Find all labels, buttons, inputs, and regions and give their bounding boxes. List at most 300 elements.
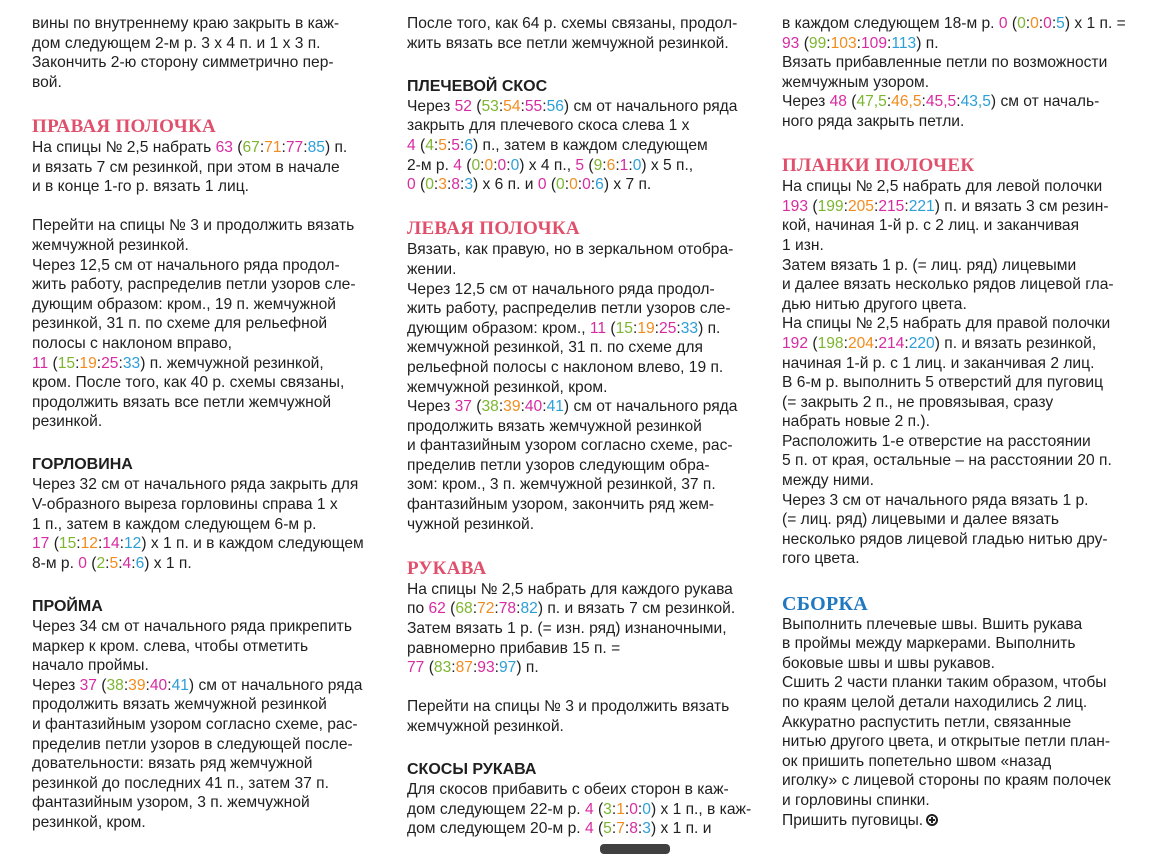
size-value: 77	[285, 138, 304, 156]
text-line	[407, 515, 769, 535]
text-line	[407, 175, 769, 195]
size-value: 83	[433, 659, 452, 677]
text-run: резинкой, 31 п. по схеме для рельефной	[32, 315, 328, 333]
size-value: 55	[524, 97, 543, 115]
text-run: ) см от начального ряда	[188, 676, 363, 694]
text-run: чужной резинкой.	[407, 515, 535, 533]
text-run: ) п. и вязать резинкой,	[934, 334, 1097, 352]
text-run: :	[131, 554, 136, 572]
text-run: продолжить вязать жемчужной резинкой	[32, 696, 327, 714]
size-value: 0	[569, 176, 578, 194]
text-run: и вязать 7 см резинкой, при этом в начале	[32, 158, 340, 176]
text-run: (= лиц. ряд) лицевыми и далее вязать	[782, 511, 1059, 529]
text-run: (	[546, 176, 557, 194]
text-run: зом: кром., 3 п. жемчужной резинкой, 37 п.	[407, 476, 716, 494]
text-run: Вязать прибавленные петли по возможности	[782, 54, 1108, 72]
size-value: 78	[498, 600, 517, 618]
text-line	[407, 358, 769, 378]
text-run: На спицы № 2,5 набрать для левой полочки	[782, 178, 1103, 196]
text-run: Через 12,5 см от начального ряда продол-	[407, 280, 715, 298]
text-run: (	[808, 334, 818, 352]
text-run: :	[611, 820, 617, 838]
size-value: 5	[603, 820, 612, 838]
text-run: жемчужной резинкой, кром.	[407, 378, 608, 396]
size-value: 9	[593, 156, 603, 174]
text-line	[407, 34, 769, 54]
text-line	[407, 717, 769, 737]
text-run: :	[167, 676, 172, 694]
text-run: (	[808, 197, 818, 215]
text-run: ) п.	[516, 659, 539, 677]
text-run: :	[118, 554, 123, 572]
text-run: ок пришить попетельно швом «назад	[782, 752, 1052, 770]
text-run: Перейти на спицы № 3 и продолжить вязать	[407, 698, 730, 716]
size-value: 0	[471, 156, 481, 174]
size-value: 214	[878, 334, 905, 352]
text-run: Затем вязать 1 р. (= лиц. ряд) лицевыми	[782, 256, 1077, 274]
size-value: 5	[451, 136, 460, 154]
size-value: 0	[78, 554, 87, 572]
text-run: (	[232, 138, 243, 156]
size-value: 11	[32, 354, 49, 372]
text-line	[32, 138, 394, 158]
text-run: по краям целой детали находились 2 лиц.	[782, 694, 1088, 711]
text-line	[782, 451, 1150, 471]
size-value: 37	[79, 676, 97, 694]
text-run: маркер к кром. слева, чтобы отметить	[32, 637, 309, 655]
size-value: 4	[584, 800, 594, 818]
text-run: жить работу, распределив петли узоров сле-	[407, 300, 731, 318]
text-run: ) х 1 п. и в каждом следующем	[141, 535, 364, 553]
text-line	[32, 475, 394, 495]
text-line	[407, 417, 769, 437]
text-run: в проймы между маркерами. Выполнить	[782, 635, 1076, 653]
text-line	[782, 811, 1150, 831]
text-line	[782, 314, 1150, 334]
text-run: довательности: вязать ряд жемчужной	[32, 755, 313, 773]
size-value: 25	[659, 319, 677, 337]
text-run: (	[445, 600, 456, 618]
size-value: 0	[510, 156, 520, 174]
text-run: :	[472, 600, 478, 618]
text-run: ) п.	[324, 138, 348, 156]
text-line	[32, 177, 394, 197]
text-line	[32, 393, 394, 413]
text-run: жемчужным узором.	[782, 73, 930, 91]
text-line	[782, 549, 1150, 569]
text-line	[32, 515, 394, 535]
text-run: дью нитью другого цвета.	[782, 295, 967, 313]
section-heading: ПЛЕЧЕВОЙ СКОС	[407, 77, 548, 95]
text-line	[32, 774, 394, 794]
text-run: ) п. жемчужной резинкой,	[140, 354, 324, 372]
text-line	[407, 697, 769, 717]
text-line	[32, 813, 394, 833]
text-run: :	[459, 176, 465, 194]
text-line	[782, 713, 1150, 733]
text-line	[32, 53, 394, 73]
text-run: :	[520, 398, 525, 416]
text-run: между ними.	[782, 472, 874, 490]
text-line	[782, 732, 1150, 752]
text-run: закрыть для плечевого скоса слева 1 х	[407, 117, 690, 135]
size-value: 12	[80, 535, 98, 553]
text-run: ) п. и вязать 3 см резин-	[934, 197, 1109, 215]
text-run: :	[259, 138, 265, 156]
text-run: (	[48, 354, 58, 372]
text-run: :	[843, 197, 848, 215]
size-value: 6	[606, 156, 616, 174]
section-heading: ПРАВАЯ ПОЛОЧКА	[32, 115, 217, 137]
section-heading: СБОРКА	[782, 592, 869, 615]
text-run: :	[921, 93, 926, 111]
text-run: ) х 1 п., в каж-	[650, 800, 752, 818]
text-run: Закончить 2-ю сторону симметрично пер-	[32, 54, 334, 72]
text-run: :	[542, 398, 547, 416]
text-run: :	[590, 176, 596, 194]
size-value: 7	[616, 820, 625, 838]
text-run: Вязать, как правую, но в зеркальном отобра-	[407, 241, 734, 259]
size-value: 5	[109, 554, 119, 572]
size-value: 0	[484, 156, 494, 174]
text-line	[32, 334, 394, 354]
text-run: по	[407, 600, 429, 618]
text-run: :	[433, 136, 439, 154]
text-run: :	[494, 659, 499, 677]
text-run: :	[637, 800, 643, 818]
size-value: 45,5	[925, 93, 957, 111]
text-run: :	[472, 659, 478, 677]
text-run: :	[494, 600, 499, 618]
text-line	[32, 656, 394, 676]
text-run: продолжить вязать жемчужной резинкой	[407, 417, 702, 435]
size-value: 6	[135, 554, 145, 572]
text-run: иголку» с лицевой стороны по краям полочек	[782, 772, 1111, 790]
size-value: 41	[546, 398, 564, 416]
size-value: 113	[891, 34, 917, 52]
size-value: 193	[782, 197, 809, 215]
text-run: :	[886, 93, 892, 111]
text-run: :	[493, 156, 498, 174]
size-value: 15	[57, 354, 76, 372]
text-run: (	[593, 820, 604, 838]
text-line	[32, 534, 394, 554]
text-run: несколько рядов лицевой гладью нитью дру-	[782, 530, 1108, 548]
text-run: :	[303, 138, 308, 156]
text-run: фантазийным узором, закончить ряд жем-	[407, 496, 715, 514]
text-line	[782, 236, 1150, 256]
text-run: ) х 6 п. и	[473, 176, 538, 194]
text-run: 8-м р.	[32, 554, 79, 572]
text-run: :	[105, 554, 110, 572]
text-run: :	[615, 156, 620, 174]
paragraph-gap	[407, 737, 769, 757]
text-run: и фантазийным узором согласно схеме, рас-	[32, 716, 358, 733]
text-run: ) х 1 п. =	[1064, 15, 1126, 32]
text-run: дом следующем 2-м р. 3 х 4 п. и 1 х 3 п.	[32, 34, 321, 52]
text-run: (= закрыть 2 п., не провязывая, сразу	[782, 393, 1054, 411]
text-line	[32, 295, 394, 315]
text-line	[32, 554, 394, 574]
text-run: гого цвета.	[782, 550, 860, 568]
section-heading: ГОРЛОВИНА	[32, 456, 133, 474]
text-run: резинкой до последних 41 п., затем 37 п.	[32, 774, 329, 792]
text-run: дом следующем 20-м р.	[407, 820, 585, 838]
text-line	[782, 334, 1150, 354]
size-value: 25	[101, 354, 119, 372]
text-line	[782, 197, 1150, 217]
text-line	[32, 617, 394, 637]
text-line	[407, 456, 769, 476]
text-line	[782, 654, 1150, 674]
size-value: 0	[998, 15, 1008, 32]
paragraph-gap	[782, 132, 1150, 152]
paragraph-gap	[32, 573, 394, 593]
size-value: 87	[455, 659, 473, 677]
text-run: (	[415, 136, 426, 154]
text-line	[782, 216, 1150, 236]
text-run: (	[461, 156, 472, 174]
text-run: :	[843, 334, 848, 352]
text-run: (	[49, 535, 59, 553]
text-run: ) п. и вязать 7 см резинкой.	[537, 600, 736, 618]
size-value: 4	[453, 156, 462, 174]
size-value: 6	[464, 136, 473, 154]
size-value: 47,5	[856, 93, 887, 111]
text-line	[407, 397, 769, 417]
text-run: равномерно прибавив 15 п. =	[407, 639, 621, 657]
text-run: вой.	[32, 73, 62, 91]
text-run: :	[654, 319, 660, 337]
size-value: 0	[632, 156, 642, 174]
text-line	[32, 637, 394, 657]
text-run: 5 п. от края, остальные – на расстоянии 20 п.	[782, 452, 1112, 470]
text-run: ) п.	[698, 319, 721, 337]
text-run: (	[606, 319, 616, 337]
size-value: 33	[680, 319, 699, 337]
text-run: боковые швы и швы рукавов.	[782, 654, 996, 672]
text-line	[407, 319, 769, 339]
text-run: :	[498, 97, 504, 115]
text-run: (	[86, 554, 97, 572]
text-run: ) х 1 п. и	[650, 820, 712, 838]
text-run: продолжить вязать все петли жемчужной	[32, 393, 332, 411]
size-value: 37	[454, 398, 472, 416]
text-run: В 6-м р. выполнить 5 отверстий для пуговиц	[782, 374, 1104, 392]
text-line	[782, 373, 1150, 393]
text-line	[32, 373, 394, 393]
text-line	[782, 791, 1150, 811]
text-line	[782, 256, 1150, 276]
text-run: Через	[32, 676, 80, 694]
size-value: 82	[520, 600, 538, 618]
text-run: 2-м р.	[407, 156, 454, 174]
text-line	[32, 695, 394, 715]
size-value: 0	[642, 800, 651, 818]
text-line	[32, 495, 394, 515]
size-value: 8	[451, 176, 460, 194]
size-value: 15	[615, 319, 633, 337]
size-value: 38	[481, 398, 499, 416]
text-run: :	[76, 535, 81, 553]
size-value: 0	[582, 176, 591, 194]
text-line	[407, 619, 769, 639]
size-value: 192	[782, 334, 809, 352]
text-line	[782, 673, 1150, 693]
size-value: 68	[455, 600, 473, 618]
text-line	[782, 14, 1150, 34]
text-run: кром. После того, как 40 р. схемы связаны,	[32, 374, 345, 392]
size-value: 1	[619, 156, 629, 174]
text-line	[782, 471, 1150, 491]
size-value: 77	[407, 659, 425, 677]
size-value: 43,5	[960, 93, 991, 111]
text-run: :	[577, 176, 583, 194]
text-line	[32, 735, 394, 755]
text-run: После того, как 64 р. схемы связаны, продол-	[407, 15, 738, 32]
text-run: жить работу, распределив петли узоров сле-	[32, 276, 356, 294]
text-line	[407, 378, 769, 398]
text-run: :	[506, 156, 511, 174]
size-value: 71	[264, 138, 282, 156]
text-line	[782, 634, 1150, 654]
text-line	[407, 780, 769, 800]
size-value: 72	[477, 600, 495, 618]
size-value: 19	[79, 354, 97, 372]
column-left	[32, 14, 394, 833]
text-line	[32, 14, 394, 34]
size-value: 39	[503, 398, 521, 416]
paragraph-gap	[407, 534, 769, 554]
text-run: жемчужной резинкой.	[407, 718, 564, 735]
size-value: 56	[546, 97, 564, 115]
text-line	[32, 236, 394, 256]
text-run: (	[471, 97, 482, 115]
size-value: 40	[524, 398, 543, 416]
text-run: :	[520, 97, 525, 115]
section-heading: ЛЕВАЯ ПОЛОЧКА	[407, 218, 580, 240]
size-value: 93	[782, 34, 800, 52]
size-value: 85	[307, 138, 325, 156]
size-value: 0	[425, 176, 434, 194]
text-run: :	[119, 535, 124, 553]
text-line	[407, 580, 769, 600]
text-run: 1 п., затем в каждом следующем 6-м р.	[32, 515, 317, 533]
text-line	[32, 354, 394, 374]
size-value: 4	[584, 820, 594, 838]
text-line	[407, 338, 769, 358]
text-run: (	[593, 800, 604, 818]
text-line	[32, 793, 394, 813]
text-run: жить вязать все петли жемчужной резинкой.	[407, 34, 729, 52]
text-line	[407, 800, 769, 820]
text-run: жемчужной резинкой, 31 п. по схеме для	[407, 339, 703, 357]
size-value: 14	[102, 535, 120, 553]
text-run: :	[433, 176, 439, 194]
text-run: (	[584, 156, 594, 174]
size-value: 5	[1056, 15, 1065, 32]
size-value: 198	[817, 334, 844, 352]
text-line	[782, 92, 1150, 112]
end-of-pattern-icon	[926, 814, 938, 826]
size-value: 0	[1017, 15, 1026, 32]
text-run: пределив петли узоров следующим обра-	[407, 456, 710, 474]
text-run: ) см от начального ряда	[563, 97, 738, 115]
size-value: 3	[464, 176, 473, 194]
size-value: 3	[603, 800, 612, 818]
text-run: (	[846, 93, 857, 111]
size-value: 0	[1043, 15, 1052, 32]
text-run: Перейти на спицы № 3 и продолжить вязать	[32, 217, 355, 235]
size-value: 38	[106, 676, 124, 694]
section-heading: РУКАВА	[407, 557, 487, 579]
text-run: Через	[407, 97, 455, 115]
size-value: 99	[808, 34, 827, 52]
text-line	[407, 658, 769, 678]
text-run: резинкой, кром.	[32, 813, 146, 831]
text-run: ) см от началь-	[990, 93, 1100, 111]
text-line	[32, 275, 394, 295]
text-run: :	[887, 34, 892, 52]
text-line	[782, 615, 1150, 635]
size-value: 15	[58, 535, 77, 553]
text-run: :	[145, 676, 150, 694]
text-line	[782, 275, 1150, 295]
section-heading: ПЛАНКИ ПОЛОЧЕК	[782, 155, 975, 177]
text-run: Затем вязать 1 р. (= изн. ряд) изнаночными,	[407, 620, 727, 638]
text-run: :	[1038, 15, 1044, 32]
text-run: :	[1025, 15, 1031, 32]
text-line	[407, 260, 769, 280]
text-line	[32, 34, 394, 54]
section-heading: СКОСЫ РУКАВА	[407, 761, 537, 779]
text-line	[407, 639, 769, 659]
text-run: ) х 1 п.	[144, 554, 192, 572]
text-run: :	[480, 156, 485, 174]
size-value: 53	[481, 97, 499, 115]
text-line	[32, 412, 394, 432]
size-value: 8	[629, 820, 638, 838]
text-run: (	[424, 659, 434, 677]
text-line	[32, 754, 394, 774]
text-run: ного ряда закрыть петли.	[782, 112, 965, 130]
text-run: ) х 5 п.,	[641, 156, 694, 174]
text-run: резинкой.	[32, 413, 103, 431]
text-run: набрать новые 2 п.).	[782, 413, 930, 431]
size-value: 215	[878, 197, 905, 215]
size-value: 46,5	[891, 93, 922, 111]
text-line	[782, 112, 1150, 132]
text-run: и фантазийным узором согласно схеме, рас-	[407, 437, 733, 455]
text-run: Через	[782, 93, 830, 111]
text-run: :	[624, 800, 630, 818]
text-line	[407, 240, 769, 260]
size-value: 5	[438, 136, 447, 154]
text-run: и далее вязать несколько рядов лицевой гла-	[782, 276, 1114, 294]
text-run: ) х 4 п.,	[519, 156, 576, 174]
text-line	[407, 819, 769, 839]
text-run: :	[498, 398, 504, 416]
size-value: 5	[575, 156, 585, 174]
text-line	[782, 771, 1150, 791]
size-value: 17	[32, 535, 50, 553]
text-run: нитью другого цвета, и открытые петли план-	[782, 733, 1111, 751]
size-value: 62	[428, 600, 446, 618]
text-line	[782, 432, 1150, 452]
text-run: :	[602, 156, 607, 174]
text-line	[32, 676, 394, 696]
text-line	[407, 97, 769, 117]
